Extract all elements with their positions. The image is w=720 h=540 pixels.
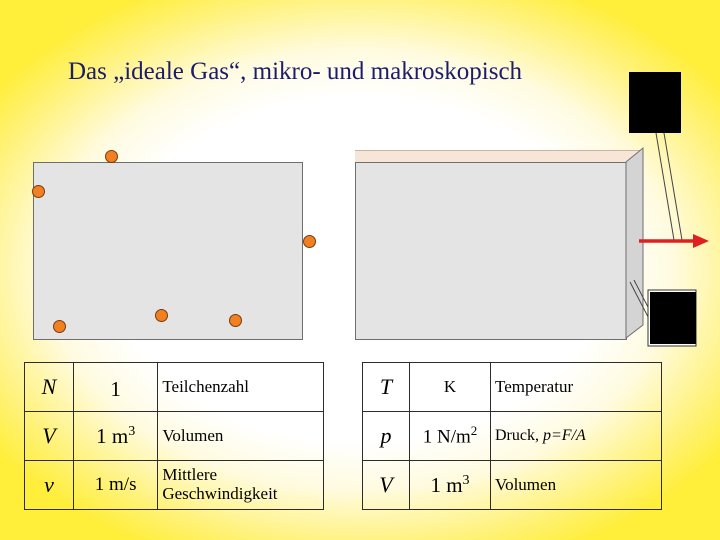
table-row — [25, 461, 324, 510]
description-cell: Temperatur — [491, 363, 662, 412]
value-cell: 1 m/s — [73, 461, 157, 510]
value-cell: 1 — [73, 363, 157, 412]
description-cell: Druck, p=F/A — [491, 412, 662, 461]
value-cell: 1 $m^3$ — [410, 461, 491, 510]
symbol-cell: V — [25, 412, 74, 461]
micro-quantities-table — [24, 362, 324, 510]
thermometer-block — [629, 72, 681, 133]
symbol-cell: V — [363, 461, 410, 510]
symbol-cell: v — [25, 461, 74, 510]
symbol-cell: N — [25, 363, 74, 412]
description-cell: Teilchenzahl — [158, 363, 324, 412]
container-side-face — [626, 148, 643, 338]
table-row — [25, 363, 324, 412]
description-cell: Volumen — [491, 461, 662, 510]
manometer-block — [650, 292, 696, 344]
value-cell: 1 $N/m^2$ — [410, 412, 491, 461]
value-cell: 1 $m^3$ — [73, 412, 157, 461]
symbol-cell: T — [363, 363, 410, 412]
slide-title: Das „ideale Gas“, mikro- und makroskopisch — [68, 58, 523, 85]
macro-quantities-table — [362, 362, 662, 510]
table-row — [363, 412, 662, 461]
table-row — [363, 363, 662, 412]
description-cell: Volumen — [158, 412, 324, 461]
value-cell: K — [410, 363, 491, 412]
symbol-cell: p — [363, 412, 410, 461]
description-cell: Mittlere Geschwindigkeit — [158, 461, 324, 510]
table-row — [363, 461, 662, 510]
gauge-line — [664, 133, 682, 240]
table-row — [25, 412, 324, 461]
gauge-line — [656, 133, 674, 240]
force-arrow-head — [693, 234, 709, 248]
